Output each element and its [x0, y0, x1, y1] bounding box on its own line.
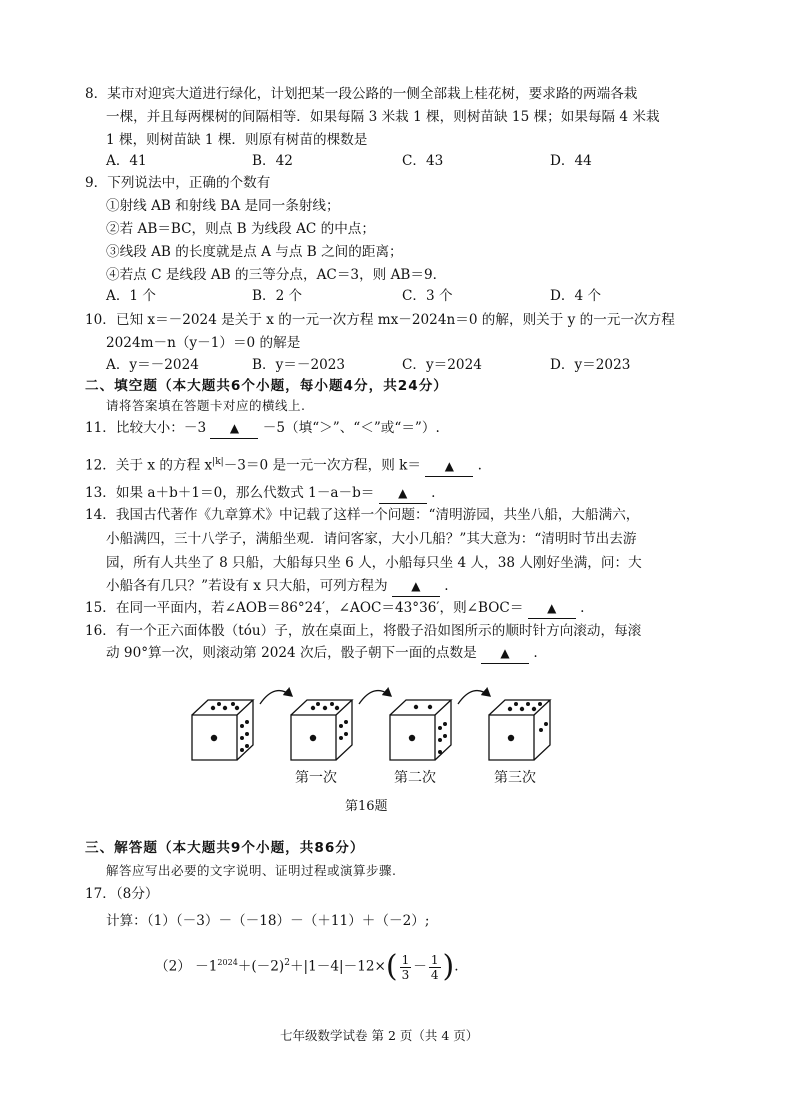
section2-note: 请将答案填在答题卡对应的横线上. — [106, 398, 306, 413]
q12-exponent: |k| — [212, 457, 224, 467]
figure-caption: 第16题 — [345, 799, 388, 814]
q14-line2: 小船满四，三十八学子，满船坐观．请问客家，大小几船？”其大意为：“清明时节出去游 — [106, 531, 637, 547]
q10-option-b: B．y＝－2023 — [252, 357, 346, 373]
q10-option-c: C．y＝2024 — [402, 357, 482, 373]
roll-arrow-1 — [260, 691, 292, 704]
right-paren: ) — [442, 949, 455, 985]
q16-line1: 16．有一个正六面体骰（tóu）子，放在桌面上，将骰子沿如图所示的顺时针方向滚动，每滚 — [85, 623, 642, 639]
q13-pre: 13．如果 a＋b＋1＝0，那么代数式 1－a－b＝ — [85, 485, 375, 501]
figure-label-first: 第一次 — [295, 770, 337, 786]
roll-arrow-3 — [458, 691, 490, 704]
q8-option-b: B．42 — [252, 153, 293, 169]
q10-line2: 2024m－n（y－1）＝0 的解是 — [106, 335, 301, 351]
q17-header: 17．（8分） — [85, 886, 159, 902]
q15 — [85, 598, 584, 619]
q15-answer-blank: ▲ — [528, 598, 576, 619]
section2-title: 二、填空题（本大题共6个小题，每小题4分，共24分） — [85, 378, 448, 394]
q17-term-a: －1 — [195, 958, 218, 975]
fraction-1-denominator: 3 — [401, 967, 410, 982]
q15-pre: 15．在同一平面内，若∠AOB＝86°24′，∠AOC＝43°36′，则∠BOC＝ — [85, 600, 524, 616]
q12-post: . — [477, 457, 482, 474]
q17-part2-end: . — [454, 958, 459, 975]
q12-answer-blank: ▲ — [425, 456, 473, 477]
q17-part1: 计算：（1）（－3）－（－18）－（＋11）＋（－2）; — [106, 913, 430, 929]
section3-note: 解答应写出必要的文字说明、证明过程或演算步骤. — [106, 863, 397, 878]
q9-option-b: B．2 个 — [252, 288, 303, 304]
q11-post: －5（填“＞”、“＜”或“＝”）. — [262, 420, 440, 436]
q9-statement-4: ④若点 C 是线段 AB 的三等分点，AC＝3，则 AB＝9． — [106, 267, 447, 283]
q16-line2 — [106, 643, 538, 664]
q17-part2: $(2) -1^{2024}+(-2)^2+|1-4|-12\times$( $\frac{1}{3}$ － $\frac{1}{4}$ ). — [155, 949, 459, 985]
q13-answer-blank: ▲ — [379, 483, 427, 504]
fraction-2-numerator: 1 — [430, 952, 439, 967]
q17-part2-label: （2） — [155, 958, 191, 975]
q17-term-c: ＋|1－4|－12× — [289, 958, 386, 975]
q16-answer-blank: ▲ — [481, 643, 529, 664]
fraction-2-denominator: 4 — [430, 967, 439, 982]
q9-stem: 9．下列说法中，正确的个数有 — [85, 175, 271, 191]
q9-statement-1: ①射线 AB 和射线 BA 是同一条射线； — [106, 198, 340, 214]
q9-statement-2: ②若 AB＝BC，则点 B 为线段 AC 的中点； — [106, 221, 375, 237]
die-2 — [291, 700, 352, 760]
figure-label-third: 第三次 — [494, 770, 536, 786]
q12-pre: 12．关于 x 的方程 x — [85, 457, 213, 474]
q8-option-c: C．43 — [402, 153, 444, 169]
fraction-one-third — [400, 953, 412, 982]
q12-mid: －3＝0 是一元一次方程，则 k＝ — [223, 457, 421, 474]
q13 — [85, 483, 435, 504]
q11 — [85, 418, 440, 439]
roll-arrow-2 — [359, 691, 391, 704]
q13-post: . — [431, 485, 436, 501]
q10-option-d: D．y＝2023 — [550, 357, 631, 373]
q8-line2: 一棵，并且每两棵树的间隔相等．如果每隔 3 米栽 1 棵，则树苗缺 15 棵；如果每隔 4 米栽 — [106, 109, 660, 125]
q8-option-d: D．44 — [550, 153, 592, 169]
q11-pre: 11．比较大小：－3 — [85, 420, 207, 436]
q16-line2-post: . — [533, 645, 538, 661]
q8-line3: 1 棵，则树苗缺 1 棵．则原有树苗的棵数是 — [106, 132, 368, 148]
left-paren: ( — [385, 949, 398, 985]
q14-line4-post: . — [444, 578, 449, 594]
q8-line1: 8．某市对迎宾大道进行绿化，计划把某一段公路的一侧全部栽上桂花树，要求路的两端各栽 — [85, 86, 638, 102]
q14-line3: 园，所有人共坐了 8 只船，大船每只坐 6 人，小船每只坐 4 人，38 人刚好坐满，问：大 — [106, 555, 642, 571]
q14-answer-blank: ▲ — [392, 576, 440, 597]
q17-term-b-exponent: 2 — [284, 958, 290, 968]
die-3 — [390, 700, 451, 760]
q9-option-d: D．4 个 — [550, 288, 602, 304]
q17-term-b: ＋(－2) — [237, 958, 285, 975]
q10-option-a: A．y＝－2024 — [106, 357, 199, 373]
q12 — [85, 452, 482, 477]
page-footer: 七年级数学试卷 第 2 页（共 4 页） — [280, 1028, 479, 1043]
section3-title: 三、解答题（本大题共9个小题，共86分） — [85, 840, 365, 856]
q14-line4 — [106, 576, 449, 597]
q16-line2-pre: 动 90°算一次，则滚动第 2024 次后，骰子朝下一面的点数是 — [106, 645, 477, 661]
q14-line1: 14．我国古代著作《九章算术》中记载了这样一个问题：“清明游园，共坐八船，大船满六， — [85, 507, 640, 523]
q17-term-a-exponent: 2024 — [217, 958, 238, 967]
q14-line4-pre: 小船各有几只？”若设有 x 只大船，可列方程为 — [106, 578, 388, 594]
q9-option-a: A．1 个 — [106, 288, 156, 304]
q9-statement-3: ③线段 AB 的长度就是点 A 与点 B 之间的距离； — [106, 244, 403, 260]
dice-rolling-figure — [180, 680, 580, 770]
fraction-one-fourth — [429, 953, 441, 982]
q8-option-a: A．41 — [106, 153, 147, 169]
q15-post: . — [580, 600, 585, 616]
q9-option-c: C．3 个 — [402, 288, 453, 304]
fraction-1-numerator: 1 — [401, 952, 410, 967]
q11-answer-blank: ▲ — [210, 418, 258, 439]
die-1 — [192, 700, 253, 760]
q10-line1: 10．已知 x＝－2024 是关于 x 的一元一次方程 mx－2024n＝0 的解，则关于 y 的一元一次方程 — [85, 312, 675, 328]
figure-label-second: 第二次 — [394, 770, 436, 786]
